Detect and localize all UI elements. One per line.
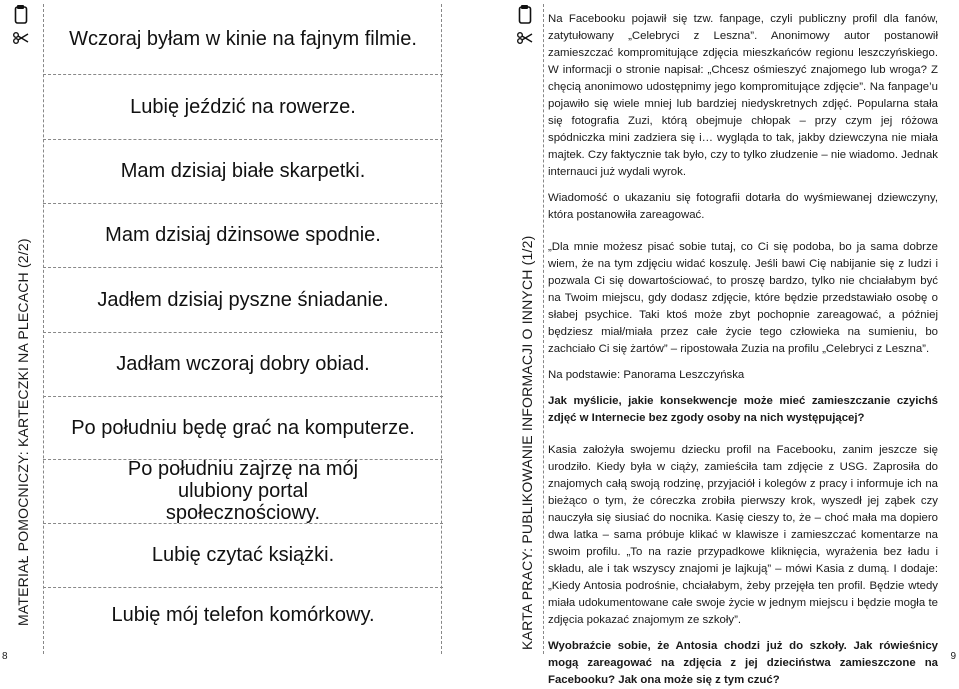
page-number: 9 [950, 651, 956, 662]
scissors-icon [517, 32, 533, 44]
side-title: KARTA PRACY: PUBLIKOWANIE INFORMACJI O INNYCH (1/2) [519, 235, 535, 650]
card: Wczoraj byłam w kinie na fajnym filmie. [69, 28, 417, 50]
side-title: MATERIAŁ POMOCNICZY: KARTECZKI NA PLECACH (2/2) [15, 238, 31, 626]
card: Lubię jeździć na rowerze. [130, 95, 356, 118]
quote-paragraph: „Dla mnie możesz pisać sobie tutaj, co Ci się podoba, bo ja sama dobrze wiem, że na tym zdjęciu widać koszulę. Jeśli bawi Cię nabijanie się z ludzi i pozwala Ci się dowartościować, to proszę bardzo, tylko nie chciałabym być na Twoim miejscu, gdy dodasz zdjęcie, które będzie przedstawiało osobę o słabej psychice. Taki ktoś może zbyt pochopnie zareagować, a później będziesz miał/miała przez całe życie tego człowieka na sumieniu, bo zachciało Ci się żartów” – ripostowała Zuzia na profilu „Celebryci z Leszna”. [548, 241, 938, 355]
left-page [0, 0, 479, 664]
page-number: 8 [2, 651, 8, 662]
question: Jak myślicie, jakie konsekwencje może mieć zamieszczanie czyichś zdjęć w Internecie bez zgody osoby na nich występującej? [548, 395, 938, 424]
source-note: Na podstawie: Panorama Leszczyńska [548, 369, 745, 381]
card: Po południu zajrzę na mój ulubiony portal społecznościowy. [127, 458, 359, 524]
question: Wyobraźcie sobie, że Antosia chodzi już do szkoły. Jak rówieśnicy mogą zareagować na zdjęcia z jej dzieciństwa zamieszczone na Facebooku? Jak ona może się z tym czuć? [548, 640, 938, 686]
card: Jadłam wczoraj dobry obiad. [116, 353, 370, 375]
card: Mam dzisiaj dżinsowe spodnie. [105, 224, 381, 246]
phone-icon [14, 4, 28, 24]
cut-cards-area [43, 4, 443, 654]
story-paragraph: Wiadomość o ukazaniu się fotografii dotarła do wyśmiewanej dziewczyny, która postanowiła zareagować. [548, 192, 938, 221]
story-paragraph: Kasia założyła swojemu dziecku profil na Facebooku, zanim jeszcze się urodziło. Kiedy była w ciąży, zamieściła tam zdjęcie z USG. Zaprosiła do znajomych całą swoją rodzinę, przyjaciół i kolegów z pracy i informuje ich na bieżąco o tym, że córeczka zrobiła pierwszy krok, wyszedł jej ząbek czy nauczyła się siusiać do nocnika. Kasię cieszy to, że – choć mała ma dopiero dwa latka – sama próbuje klikać w klawisze i zamieszczać komentarze na swoim profilu. „To na razie przypadkowe kliknięcia, wyrażenia bez ładu i składu, ale i tak wszyscy znajomi je lajkują” – mówi Kasia z dumą. I dodaje: „Kiedy Antosia podrośnie, chciałabym, żeby przejęła ten profil. Będzie wtedy miała udokumentowane całe swoje życie w jednym miejscu i będzie mogła te zdjęcia pokazać znajomym ze szkoły”. [548, 444, 938, 626]
card: Mam dzisiaj białe skarpetki. [120, 160, 366, 182]
scissors-icon [13, 32, 29, 44]
story-paragraph: Na Facebooku pojawił się tzw. fanpage, czyli publiczny profil dla fanów, zatytułowany „Celebryci z Leszna”. Anonimowy autor postanowił zamieszczać kompromitujące zdjęcia mieszkańców regionu leszczyńskiego. W informacji o stronie napisał: „Chcesz ośmieszyć znajomego lub wroga? Z chęcią anonimowo udostępnimy jego kompromitujące zdjęcie”. Na fanpage’u pojawiło się wiele mniej lub bardziej niedyskretnych zdjęć. Popularna stała się fotografia Zuzi, którą obejmuje chłopak – przy czym jej różowa spódniczka mini zadziera się i… wygląda to tak, jakby dziewczyna nie miała majtek. Czy faktycznie tak było, czy to tylko złudzenie – nie wiadomo. Jednak internauci już wydali wyrok. [548, 13, 938, 178]
worksheet-text [548, 11, 938, 689]
card: Po południu będę grać na komputerze. [71, 416, 415, 439]
card: Jadłem dzisiaj pyszne śniadanie. [97, 288, 389, 311]
phone-icon [518, 4, 532, 24]
cut-line [543, 4, 544, 654]
card: Lubię mój telefon komórkowy. [111, 604, 375, 626]
card: Lubię czytać książki. [151, 544, 335, 566]
